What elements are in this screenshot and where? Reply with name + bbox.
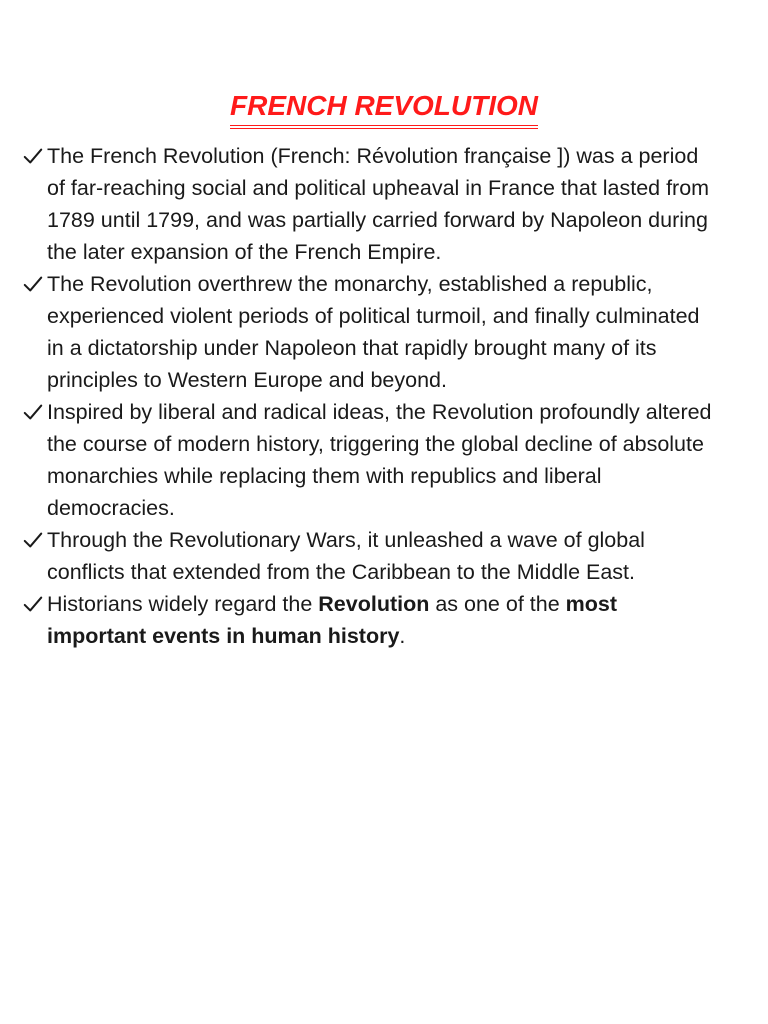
check-icon <box>22 140 46 172</box>
list-item <box>22 588 712 652</box>
list-item <box>22 268 712 396</box>
bullet-text-segment: . <box>399 624 406 648</box>
list-item <box>22 140 712 268</box>
bullet-text-segment: as one of the <box>429 592 566 616</box>
bullet-text-bold: Revolution <box>318 592 430 616</box>
check-icon <box>22 524 46 556</box>
check-icon <box>22 268 46 300</box>
list-item <box>22 524 712 588</box>
bullet-text: The Revolution overthrew the monarchy, established a republic, experienced violent periods of political turmoil, and finally culminated in a dictatorship under Napoleon that rapidly brought many of its principles to Western Europe and beyond. <box>47 272 700 392</box>
bullet-text-bold: most important events in human history <box>47 592 617 648</box>
page-title: FRENCH REVOLUTION <box>230 88 538 129</box>
bullet-text: The French Revolution (French: Révolution française ]) was a period of far-reaching social and political upheaval in France that lasted from 1789 until 1799, and was partially carried forward by Napoleon during the later expansion of the French Empire. <box>47 144 710 264</box>
check-icon <box>22 396 46 428</box>
title-container <box>0 88 768 129</box>
bullet-text-segment: Historians widely regard the <box>47 592 319 616</box>
bullet-text: Through the Revolutionary Wars, it unleashed a wave of global conflicts that extended from the Caribbean to the Middle East. <box>47 528 645 584</box>
check-icon <box>22 588 46 620</box>
list-item <box>22 396 712 524</box>
bullet-list <box>22 140 712 652</box>
bullet-text: Inspired by liberal and radical ideas, the Revolution profoundly altered the course of modern history, triggering the global decline of absolute monarchies while replacing them with republics and liberal democracies. <box>47 400 712 520</box>
